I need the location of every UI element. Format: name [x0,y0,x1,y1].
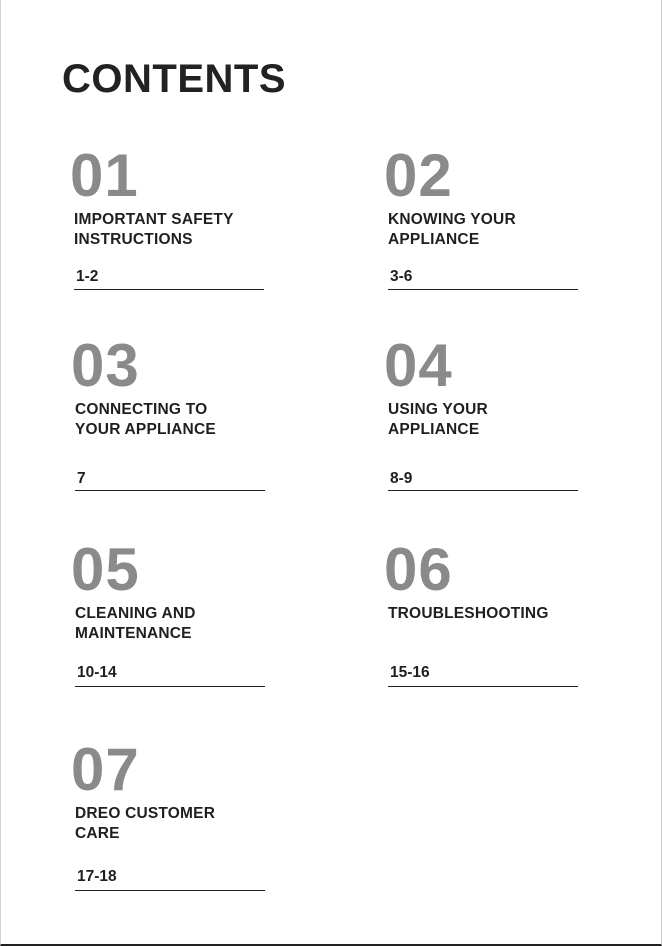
section-number: 03 [71,332,140,399]
section-divider [388,686,578,687]
section-pages: 8-9 [390,470,413,487]
section-title: KNOWING YOUR APPLIANCE [388,211,516,248]
section-divider [75,686,265,687]
section-pages: 15-16 [390,664,430,681]
section-title: IMPORTANT SAFETY INSTRUCTIONS [74,211,234,248]
section-number: 07 [71,736,140,803]
section-number: 06 [384,536,453,603]
section-pages: 17-18 [77,868,117,885]
section-divider [74,289,264,290]
page-title: CONTENTS [62,57,286,101]
section-pages: 7 [77,470,86,487]
section-pages: 1-2 [76,268,99,285]
section-number: 04 [384,332,453,399]
section-pages: 3-6 [390,268,413,285]
section-divider [388,289,578,290]
section-title: USING YOUR APPLIANCE [388,401,488,438]
section-title: DREO CUSTOMER CARE [75,805,216,842]
section-number: 01 [70,142,139,209]
section-divider [388,490,578,491]
section-title: CLEANING AND MAINTENANCE [75,605,196,642]
section-divider [75,890,265,891]
section-title: TROUBLESHOOTING [388,605,549,622]
section-number: 02 [384,142,453,209]
section-pages: 10-14 [77,664,117,681]
section-number: 05 [71,536,140,603]
section-title: CONNECTING TO YOUR APPLIANCE [75,401,216,438]
section-divider [75,490,265,491]
